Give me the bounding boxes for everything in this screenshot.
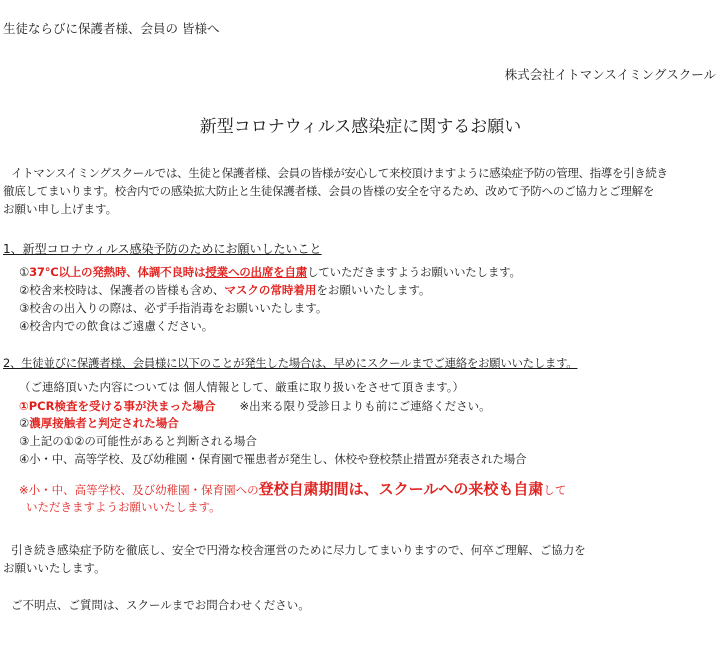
section-1-item-2 — [19, 282, 430, 299]
section-1-item-4: ④校舎内での飲食はご遠慮ください。 — [19, 319, 214, 333]
intro-line-2: 徹底してまいります。校舎内での感染拡大防止と生徒保護者様、会員の皆様の安全を守るため、改めて予防へのご協力とご理解を — [3, 184, 655, 198]
warning-pre: ※小・中、高等学校、及び幼稚園・保育園への — [19, 483, 259, 497]
mask-requirement: マスクの常時着用 — [224, 283, 317, 297]
intro-line-1: イトマンスイミングスクールでは、生徒と保護者様、会員の皆様が安心して来校頂けますように感染症予防の管理、指導を引き続き — [11, 166, 668, 180]
item-pre: ②校舎来校時は、保護者の皆様も含め、 — [19, 283, 225, 297]
privacy-note: （ご連絡頂いた内容については 個人情報として、厳重に取り扱いをさせて頂きます。） — [19, 380, 465, 394]
section-1-item-1 — [19, 264, 521, 281]
section-2-item-1 — [19, 398, 491, 415]
section-1-heading: 1、新型コロナウィルス感染予防のためにお願いしたいこと — [3, 242, 322, 256]
closing-line-2: お願いいたします。 — [3, 561, 106, 575]
sender: 株式会社イトマンスイミングスクール — [504, 67, 716, 82]
page-title: 新型コロナウィルス感染症に関するお願い — [199, 117, 522, 137]
section-2-item-3: ③上記の①②の可能性があると判断される場合 — [19, 434, 257, 448]
contact-note: ご不明点、ご質問は、スクールまでお問合わせください。 — [11, 598, 310, 612]
closing-line-1: 引き続き感染症予防を徹底し、安全で円滑な校舎運営のために尽力してまいりますので、何卒ご理解、ご協力を — [11, 543, 586, 557]
section-2-item-2 — [19, 415, 179, 432]
item-number: ② — [19, 416, 30, 430]
greeting: 生徒ならびに保護者様、会員の 皆様へ — [3, 21, 220, 36]
school-closure-warning — [19, 479, 566, 500]
warning-line-2: いただきますようお願いいたします。 — [26, 500, 221, 514]
attendance-refrain: 授業への出席を自粛 — [205, 265, 308, 279]
item-rest: していただきますようお願いいたします。 — [307, 265, 521, 279]
section-2-heading: 2、生徒並びに保護者様、会員様に以下のことが発生した場合は、早めにスクールまでご連絡をお願いいたします。 — [3, 356, 578, 370]
item-number: ① — [19, 265, 30, 279]
close-contact-case: 濃厚接触者と判定された場合 — [29, 416, 179, 430]
pcr-test-case: ①PCR検査を受ける事が決まった場合 — [19, 399, 216, 413]
warning-emphasis: 登校自粛期間は、スクールへの来校も自粛 — [258, 480, 544, 498]
intro-line-3: お願い申し上げます。 — [3, 202, 118, 216]
warning-post: して — [543, 483, 567, 497]
section-2-item-4: ④小・中、高等学校、及び幼稚園・保育園で罹患者が発生し、休校や登校禁止措置が発表された場合 — [19, 452, 527, 466]
pcr-note: ※出来る限り受診日よりも前にご連絡ください。 — [239, 399, 491, 413]
item-post: をお願いいたします。 — [316, 283, 431, 297]
section-1-item-3: ③校舎の出入りの際は、必ず手指消毒をお願いいたします。 — [19, 301, 328, 315]
fever-warning: 37℃以上の発熱時、体調不良時は — [29, 265, 206, 279]
